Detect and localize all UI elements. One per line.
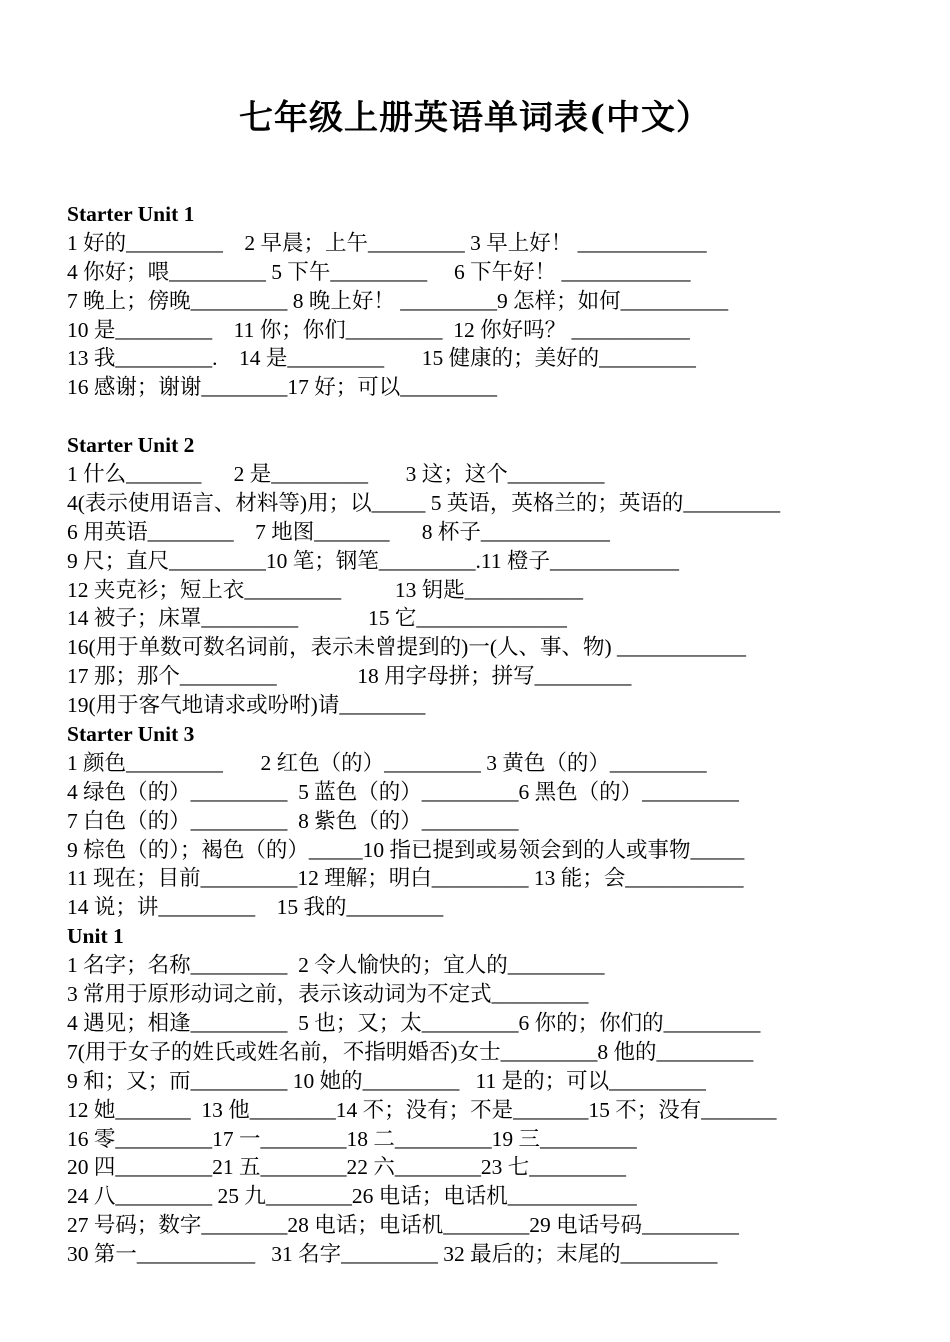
- vocab-line: 12 夹克衫；短上衣_________ 13 钥匙___________: [67, 577, 584, 602]
- vocab-line: 16(用于单数可数名词前，表示未曾提到的)一(人、事、物) ____________: [67, 635, 747, 660]
- vocab-line: 9 和；又；而_________ 10 她的_________ 11 是的；可以_________: [67, 1068, 706, 1093]
- vocab-line: 6 用英语________ 7 地图_______ 8 杯子____________: [67, 519, 610, 544]
- vocab-line: 13 我_________. 14 是_________ 15 健康的；美好的_________: [67, 346, 696, 371]
- section-heading: Starter Unit 3: [67, 722, 195, 747]
- vocab-line: 10 是_________ 11 你；你们_________ 12 你好吗？ ___________: [67, 317, 690, 342]
- vocab-line: 1 好的_________ 2 早晨；上午_________ 3 早上好！ ____________: [67, 230, 707, 255]
- vocab-line: 1 什么_______ 2 是_________ 3 这；这个_________: [67, 462, 605, 487]
- vocab-line: 4 绿色（的）_________ 5 蓝色（的）_________6 黑色（的）_________: [67, 779, 739, 804]
- vocab-line: 9 尺；直尺_________10 笔；钢笔_________.11 橙子____________: [67, 548, 679, 573]
- section-heading: Unit 1: [67, 924, 124, 949]
- vocab-line: 7 白色（的）_________ 8 紫色（的）_________: [67, 808, 519, 833]
- vocab-line: 4(表示使用语言、材料等)用；以_____ 5 英语，英格兰的；英语的_________: [67, 490, 781, 515]
- vocab-line: 19(用于客气地请求或吩咐)请________: [67, 693, 426, 718]
- vocab-line: 16 感谢；谢谢________17 好；可以_________: [67, 375, 498, 400]
- vocab-line: 12 她_______ 13 他________14 不；没有；不是_______15 不；没有_______: [67, 1097, 777, 1122]
- spacer: [67, 402, 897, 431]
- vocab-line: 11 现在；目前_________12 理解；明白_________ 13 能；会___________: [67, 866, 744, 891]
- section-heading: Starter Unit 1: [67, 202, 195, 226]
- vocab-line: 7 晚上；傍晚_________ 8 晚上好！ _________9 怎样；如何__________: [67, 288, 729, 313]
- page-title: 七年级上册英语单词表(中文）: [238, 98, 712, 138]
- vocab-line: 3 常用于原形动词之前，表示该动词为不定式_________: [67, 982, 589, 1007]
- vocab-line: 14 被子；床罩_________ 15 它______________: [67, 606, 567, 631]
- vocab-line: 24 八_________ 25 九________26 电话；电话机____________: [67, 1184, 637, 1209]
- vocab-line: 4 你好；喂_________ 5 下午_________ 6 下午好！ ____________: [67, 259, 691, 284]
- vocab-line: 17 那；那个_________ 18 用字母拼；拼写_________: [67, 664, 632, 689]
- vocab-line: 27 号码；数字________28 电话；电话机________29 电话号码_________: [67, 1213, 739, 1238]
- vocabulary-body: [67, 200, 897, 1269]
- vocab-line: 7(用于女子的姓氏或姓名前，不指明婚否)女士_________8 他的_________: [67, 1039, 754, 1064]
- vocab-line: 16 零_________17 一________18 二_________19 三_________: [67, 1126, 637, 1151]
- vocab-line: 4 遇见；相逢_________ 5 也；又；太_________6 你的；你们的_________: [67, 1010, 761, 1035]
- vocab-line: 1 颜色_________ 2 红色（的）_________ 3 黄色（的）_________: [67, 750, 707, 775]
- section-heading: Starter Unit 2: [67, 433, 195, 458]
- vocab-line: 9 棕色（的）；褐色（的）_____10 指已提到或易领会到的人或事物_____: [67, 837, 745, 862]
- vocab-line: 20 四_________21 五________22 六________23 七_________: [67, 1155, 627, 1180]
- vocab-line: 1 名字；名称_________ 2 令人愉快的；宜人的_________: [67, 953, 605, 978]
- vocab-line: 14 说；讲_________ 15 我的_________: [67, 895, 444, 920]
- vocab-line: 30 第一___________ 31 名字_________ 32 最后的；末尾的_________: [67, 1242, 718, 1267]
